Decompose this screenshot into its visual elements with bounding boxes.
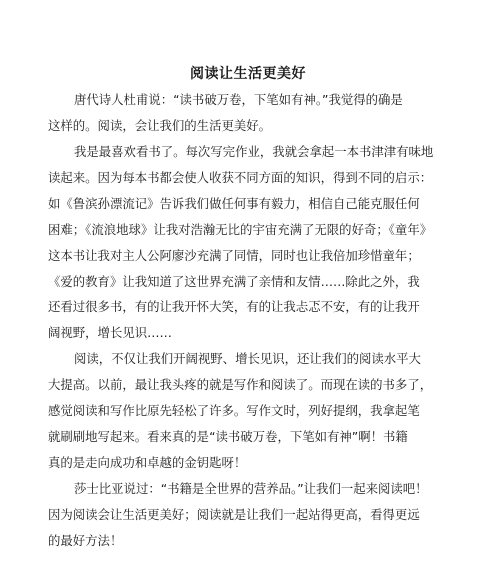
paragraph-line: 的最好方法！ <box>48 532 123 548</box>
paragraph-3 <box>48 346 452 476</box>
paragraph-4 <box>48 476 452 554</box>
paragraph-line: 这样的。阅读，会让我们的生活更美好。 <box>48 117 272 133</box>
paragraph-line: 大提高。以前，最让我头疼的就是写作和阅读了。而现在读的书多了， <box>48 376 433 392</box>
paragraph-line: 我是最喜欢看书了。每次写完作业，我就会拿起一本书津津有味地 <box>74 144 434 159</box>
paragraph-1 <box>48 87 452 139</box>
paragraph-line: 感觉阅读和写作比原先轻松了许多。写作文时，列好提纲，我拿起笔 <box>48 402 420 418</box>
paragraph-line: 《爱的教育》让我知道了这世界充满了亲情和友情……除此之外，我 <box>48 273 420 289</box>
paragraph-line: 就刷刷地写起来。看来真的是“读书破万卷，下笔如有神”啊！书籍 <box>48 428 408 444</box>
paragraph-line: 莎士比亚说过：“书籍是全世界的营养品。”让我们一起来阅读吧！ <box>74 481 428 496</box>
paragraph-line: 如《鲁滨孙漂流记》告诉我们做任何事有毅力，相信自己能克服任何 <box>48 195 420 211</box>
paragraph-line: 唐代诗人杜甫说：“读书破万卷，下笔如有神。”我觉得的确是 <box>74 92 403 107</box>
paragraph-line: 阅读，不仅让我们开阔视野、增长见识，还让我们的阅读水平大 <box>74 351 421 366</box>
paragraph-line: 读起来。因为每本书都会使人收获不同方面的知识，得到不同的启示： <box>48 169 433 185</box>
paragraph-2 <box>48 139 452 346</box>
paragraph-line: 因为阅读会让生活更美好；阅读就是让我们一起站得更高，看得更远 <box>48 506 420 522</box>
paragraph-line: 困难；《流浪地球》让我对浩瀚无比的宇宙充满了无限的好奇；《童年》 <box>48 221 433 237</box>
paragraph-line: 这本书让我对主人公阿廖沙充满了同情，同时也让我倍加珍惜童年； <box>48 247 420 263</box>
paragraph-line: 还看过很多书，有的让我开怀大笑，有的让我忐忑不安，有的让我开 <box>48 299 420 315</box>
document-title: 阅读让生活更美好 <box>190 66 306 82</box>
paragraph-line: 阔视野，增长见识…… <box>48 325 172 341</box>
paragraph-line: 真的是走向成功和卓越的金钥匙呀！ <box>48 454 247 470</box>
